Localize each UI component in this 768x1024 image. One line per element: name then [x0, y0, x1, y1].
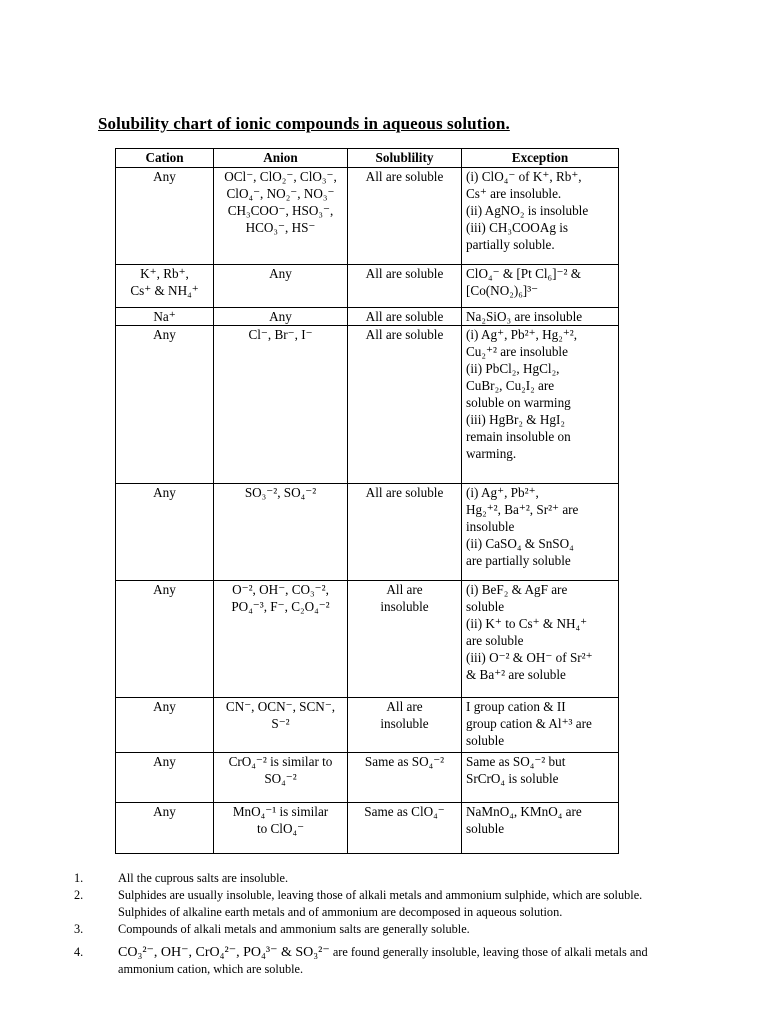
exception-cell-line: partially soluble.: [466, 237, 555, 252]
exception-cell-line: (ii) AgNO₂ is insoluble: [466, 203, 589, 218]
exception-cell-line: (i) BeF₂ & AgF are: [466, 582, 568, 597]
note-number: 1.: [74, 871, 84, 885]
anion-cell: [214, 326, 348, 484]
exception-cell-line: NaMnO₄, KMnO₄ are: [466, 804, 582, 819]
note-text: Sulphides of alkaline earth metals and of ammonium are decomposed in aqueous solution.: [118, 905, 563, 919]
table-row: [116, 484, 619, 581]
exception-cell-line: are soluble: [466, 633, 524, 648]
exception-cell: [462, 484, 619, 581]
solubility-cell-line: All are: [386, 699, 423, 714]
note-text: ammonium cation, which are soluble.: [118, 962, 304, 976]
anion-cell-line: HCO₃⁻, HS⁻: [245, 220, 316, 235]
exception-cell-line: soluble: [466, 821, 505, 836]
exception-cell-line: Na₂SiO₃ are insoluble: [466, 309, 583, 324]
anion-cell-line: to ClO₄⁻: [256, 821, 305, 836]
note-number: 4.: [74, 945, 84, 959]
solubility-table: [115, 148, 619, 854]
solubility-cell: [348, 168, 462, 265]
note-text: All the cuprous salts are insoluble.: [118, 871, 289, 885]
exception-cell-line: Same as SO₄⁻² but: [466, 754, 566, 769]
exception-cell-line: [Co(NO₂)₆]³⁻: [466, 283, 539, 298]
note-line: [118, 944, 704, 961]
solubility-cell: [348, 803, 462, 854]
exception-cell-line: & Ba⁺² are soluble: [466, 667, 566, 682]
header-solubility: Solublility: [348, 149, 462, 168]
cation-cell-line: Any: [153, 485, 176, 500]
table-row: [116, 803, 619, 854]
exception-cell-line: Hg₂⁺², Ba⁺², Sr²⁺ are: [466, 502, 579, 517]
solubility-cell-line: All are: [386, 582, 423, 597]
cation-cell-line: Any: [153, 754, 176, 769]
note-number: 3.: [74, 922, 84, 936]
anion-cell-line: MnO₄⁻¹ is similar: [232, 804, 329, 819]
page-title: Solubility chart of ionic compounds in aqueous solution.: [98, 114, 510, 133]
cation-cell: [116, 753, 214, 803]
exception-cell-line: Cu₂⁺² are insoluble: [466, 344, 568, 359]
solubility-cell-line: All are soluble: [365, 266, 444, 281]
note-number: 2.: [74, 888, 84, 902]
solubility-cell: [348, 753, 462, 803]
cation-cell-line: Any: [153, 804, 176, 819]
anion-cell-line: PO₄⁻³, F⁻, C₂O₄⁻²: [231, 599, 330, 614]
cation-cell-line: Any: [153, 327, 176, 342]
cation-cell-line: Any: [153, 582, 176, 597]
table-row: [116, 168, 619, 265]
table-header-row: [116, 149, 619, 168]
anion-cell-line: CrO₄⁻² is similar to: [228, 754, 333, 769]
cation-cell: [116, 168, 214, 265]
exception-cell-line: soluble: [466, 733, 505, 748]
exception-cell-line: (i) Ag⁺, Pb²⁺, Hg₂⁺²,: [466, 327, 578, 342]
solubility-cell: [348, 698, 462, 753]
exception-cell-line: ClO₄⁻ & [Pt Cl₆]⁻² &: [466, 266, 581, 281]
exception-cell: [462, 581, 619, 698]
exception-cell: [462, 168, 619, 265]
cation-cell-line: Cs⁺ & NH₄⁺: [130, 283, 199, 298]
anion-cell-line: CH₃COO⁻, HSO₃⁻,: [227, 203, 334, 218]
anion-cell: [214, 168, 348, 265]
exception-cell-line: (ii) K⁺ to Cs⁺ & NH₄⁺: [466, 616, 588, 631]
solubility-cell: [348, 484, 462, 581]
note-item: [74, 938, 704, 978]
note-text: Compounds of alkali metals and ammonium salts are generally soluble.: [118, 922, 470, 936]
anion-cell-line: Cl⁻, Br⁻, I⁻: [248, 327, 313, 342]
table-row: [116, 265, 619, 308]
exception-cell-line: remain insoluble on: [466, 429, 571, 444]
exception-cell-line: (iii) O⁻² & OH⁻ of Sr²⁺: [466, 650, 593, 665]
note-item: [74, 870, 704, 887]
anion-cell-line: O⁻², OH⁻, CO₃⁻²,: [232, 582, 329, 597]
cation-cell: [116, 326, 214, 484]
solubility-cell-line: All are soluble: [365, 309, 444, 324]
solubility-cell: [348, 326, 462, 484]
anion-cell-line: Any: [269, 309, 292, 324]
cation-cell: [116, 698, 214, 753]
note-text: are found generally insoluble, leaving those of alkali metals and: [332, 945, 648, 959]
table-row: [116, 698, 619, 753]
cation-cell-line: K⁺, Rb⁺,: [140, 266, 189, 281]
anion-cell-line: S⁻²: [271, 716, 290, 731]
exception-cell: [462, 308, 619, 326]
cation-cell: [116, 265, 214, 308]
anion-cell-line: SO₄⁻²: [264, 771, 297, 786]
note-item: [74, 887, 704, 921]
anion-cell: [214, 803, 348, 854]
cation-cell: [116, 308, 214, 326]
anion-cell: [214, 484, 348, 581]
exception-cell-line: Cs⁺ are insoluble.: [466, 186, 562, 201]
cation-cell-line: Na⁺: [153, 309, 176, 324]
note-line: [118, 921, 704, 938]
solubility-cell-line: All are soluble: [365, 485, 444, 500]
exception-cell-line: (ii) CaSO₄ & SnSO₄: [466, 536, 574, 551]
anion-cell: [214, 698, 348, 753]
table-body: [116, 168, 619, 854]
solubility-cell-line: Same as SO₄⁻²: [364, 754, 445, 769]
note-line: [118, 887, 704, 904]
exception-cell-line: CuBr₂, Cu₂I₂ are: [466, 378, 555, 393]
solubility-cell-line: All are soluble: [365, 327, 444, 342]
solubility-cell-line: insoluble: [380, 716, 429, 731]
solubility-cell: [348, 581, 462, 698]
exception-cell-line: SrCrO₄ is soluble: [466, 771, 559, 786]
anion-cell-line: ClO₄⁻, NO₂⁻, NO₃⁻: [226, 186, 335, 201]
anion-cell: [214, 308, 348, 326]
exception-cell-line: (i) Ag⁺, Pb²⁺,: [466, 485, 539, 500]
exception-cell: [462, 803, 619, 854]
anion-cell-line: CN⁻, OCN⁻, SCN⁻,: [225, 699, 336, 714]
table-row: [116, 308, 619, 326]
note-line: [118, 870, 704, 887]
solubility-cell-line: All are soluble: [365, 169, 444, 184]
solubility-cell-line: insoluble: [380, 599, 429, 614]
anion-cell: [214, 581, 348, 698]
anion-cell: [214, 265, 348, 308]
cation-cell: [116, 803, 214, 854]
exception-cell-line: warming.: [466, 446, 517, 461]
anion-cell: [214, 753, 348, 803]
note-formula: CO₃²⁻, OH⁻, CrO₄²⁻, PO₄³⁻ & SO₃²⁻: [118, 945, 330, 960]
cation-cell: [116, 581, 214, 698]
exception-cell-line: insoluble: [466, 519, 515, 534]
note-item: [74, 921, 704, 938]
header-cation: Cation: [116, 149, 214, 168]
exception-cell: [462, 265, 619, 308]
exception-cell: [462, 698, 619, 753]
exception-cell-line: soluble on warming: [466, 395, 571, 410]
note-line: [118, 961, 704, 978]
exception-cell-line: I group cation & II: [466, 699, 566, 714]
header-exception: Exception: [462, 149, 619, 168]
exception-cell-line: (ii) PbCl₂, HgCl₂,: [466, 361, 560, 376]
table-row: [116, 326, 619, 484]
table-row: [116, 581, 619, 698]
header-anion: Anion: [214, 149, 348, 168]
anion-cell-line: SO₃⁻², SO₄⁻²: [244, 485, 317, 500]
exception-cell-line: (iii) HgBr₂ & HgI₂: [466, 412, 565, 427]
solubility-cell-line: Same as ClO₄⁻: [364, 804, 445, 819]
cation-cell-line: Any: [153, 699, 176, 714]
cation-cell-line: Any: [153, 169, 176, 184]
exception-cell-line: (iii) CH₃COOAg is: [466, 220, 569, 235]
exception-cell-line: (i) ClO₄⁻ of K⁺, Rb⁺,: [466, 169, 582, 184]
solubility-cell: [348, 308, 462, 326]
note-line: [118, 904, 704, 921]
anion-cell-line: Any: [269, 266, 292, 281]
exception-cell-line: are partially soluble: [466, 553, 571, 568]
solubility-cell: [348, 265, 462, 308]
cation-cell: [116, 484, 214, 581]
exception-cell: [462, 326, 619, 484]
table-row: [116, 753, 619, 803]
exception-cell-line: group cation & Al⁺³ are: [466, 716, 592, 731]
anion-cell-line: OCl⁻, ClO₂⁻, ClO₃⁻,: [224, 169, 337, 184]
notes-list: [74, 870, 704, 978]
note-text: Sulphides are usually insoluble, leaving those of alkali metals and ammonium sulphide, which are soluble.: [118, 888, 643, 902]
exception-cell-line: soluble: [466, 599, 505, 614]
exception-cell: [462, 753, 619, 803]
